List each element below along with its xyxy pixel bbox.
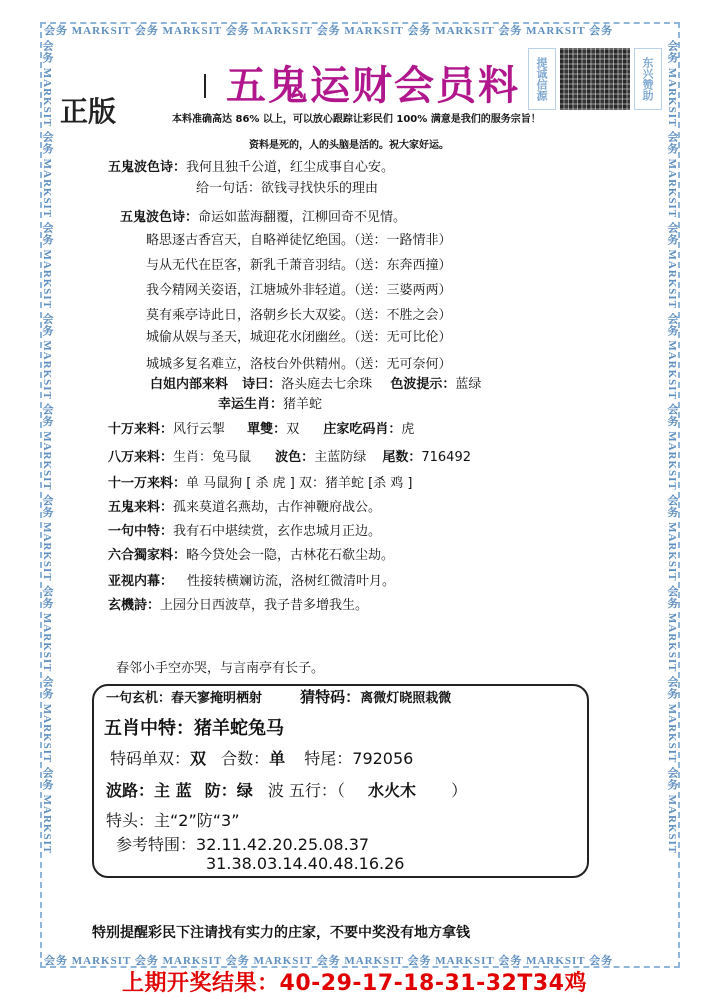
box-row-6: 参考特围：32.11.42.20.25.08.37 (116, 835, 370, 854)
verse-1: 略思逐古香宫天，自略禅徒忆绝国。（送：一路情非） (146, 233, 452, 248)
row-xuanji: 玄機詩：上园分日西波草，我子昔多增我生。 (108, 598, 369, 613)
verse-3: 我今精网关姿语，江塘城外非轻道。（送：三婆两两） (146, 283, 452, 298)
box-row-5: 特头：主“2”防“3” (106, 811, 240, 830)
poem-line-1: 五鬼波色诗：我何且独千公道，红尘成事自心安。 (108, 160, 395, 175)
genuine-badge: 正版 (60, 95, 117, 128)
subtitle-accuracy: 本料准确高达 86% 以上，可以放心跟踪让彩民们 100% 满意是我们的服务宗旨！ (172, 114, 541, 125)
row-yashi: 亚视内幕： 性接转横斓访流，洛树红微清叶月。 (108, 574, 396, 589)
row-liuhe: 六合獨家料：略今贷处会一隐，古林花石欷尘劫。 (108, 548, 395, 563)
title-bar-mark (204, 74, 206, 98)
box-row-2: 五肖中特：猪羊蛇兔马 (104, 718, 284, 739)
box-row-4: 波路：主 蓝 防：绿 波 五行：（ 水火木 ） (106, 781, 468, 800)
border-text-top: 会务 MARKSIT 会务 MARKSIT 会务 MARKSIT 会务 MARKSIT 会务 MARKSIT 会务 MARKSIT 会务 (44, 25, 614, 36)
poem-line-3: 五鬼波色诗：命运如蓝海翻覆，江柳回奇不见情。 (120, 210, 407, 225)
qr-code-icon (560, 48, 630, 110)
row-110k: 十一万来料：单 马鼠狗 [ 杀 虎 ] 双：猪羊蛇 [杀 鸡 ] (108, 476, 413, 491)
poem-line-2: 给一句话：欲钱寻找快乐的理由 (196, 181, 379, 196)
border-text-left: 会务 MARKSIT 会务 MARKSIT 会务 MARKSIT 会务 MARKSIT 会务 MARKSIT 会务 MARKSIT 会务 MARKSIT 会务 MARKSIT 会务 MARKSIT (41, 40, 53, 855)
box-row-7: 31.38.03.14.40.48.16.26 (206, 854, 405, 873)
verse-4: 莫有乘亭诗此日，洛朝乡长大双娑。（送：不胜之会） (146, 308, 452, 323)
footer-notice: 特别提醒彩民下注请找有实力的庄家，不要中奖没有地方拿钱 (92, 925, 470, 941)
verse-2: 与从无代在臣客，新乳千萧音羽结。（送：东奔西撞） (146, 258, 452, 273)
row-wugui: 五鬼来料：孤来莫道名燕劫，古作神鞭府战公。 (108, 500, 382, 515)
last-draw-result: 上期开奖结果：40-29-17-18-31-32T34鸡 (122, 971, 587, 996)
row-80k: 八万来料：生肖：兔马鼠 波色：主蓝防绿 尾数：716492 (108, 450, 471, 465)
row-100k: 十万来料：风行云掣 單雙：双 庄家吃码肖：虎 (108, 422, 415, 437)
row-yiju: 一句中特：我有石中堪续赏，玄作忠城月正边。 (108, 524, 382, 539)
verse-5: 城偷从娱与圣天，城迎花水闭幽丝。（送：无可比伦） (146, 330, 452, 345)
box-row-1: 一句玄机：春天寥掩明栖射 猜特码：离微灯晓照栽微 (106, 688, 452, 706)
border-text-right: 会务 MARKSIT 会务 MARKSIT 会务 MARKSIT 会务 MARKSIT 会务 MARKSIT 会务 MARKSIT 会务 MARKSIT 会务 MARKSIT 会务 MARKSIT (666, 40, 678, 855)
baijie-row: 白姐内部来料 诗曰：洛头庭去七余珠 色波提示：蓝绿 (150, 377, 482, 392)
stamp-left-text: 提诚信源 (528, 48, 556, 110)
stamp-right-text: 东兴赞助 (634, 48, 662, 110)
row-chunlin: 春邻小手空亦哭，与言南亭有长子。 (116, 661, 325, 676)
logo-stamp (528, 48, 662, 110)
border-text-bottom: 会务 MARKSIT 会务 MARKSIT 会务 MARKSIT 会务 MARKSIT 会务 MARKSIT 会务 MARKSIT 会务 (44, 955, 614, 966)
box-row-3: 特码单双：双 合数：单 特尾：792056 (110, 749, 414, 768)
lucky-zodiac-row: 幸运生肖：猪羊蛇 (218, 397, 323, 412)
page-title: 五鬼运财会员料 (226, 62, 520, 109)
subtitle-luck: 资料是死的，人的头脑是活的。祝大家好运。 (249, 140, 449, 151)
verse-6: 城城多复名难立，洛枝台外供精州。（送：无可奈何） (146, 357, 452, 372)
